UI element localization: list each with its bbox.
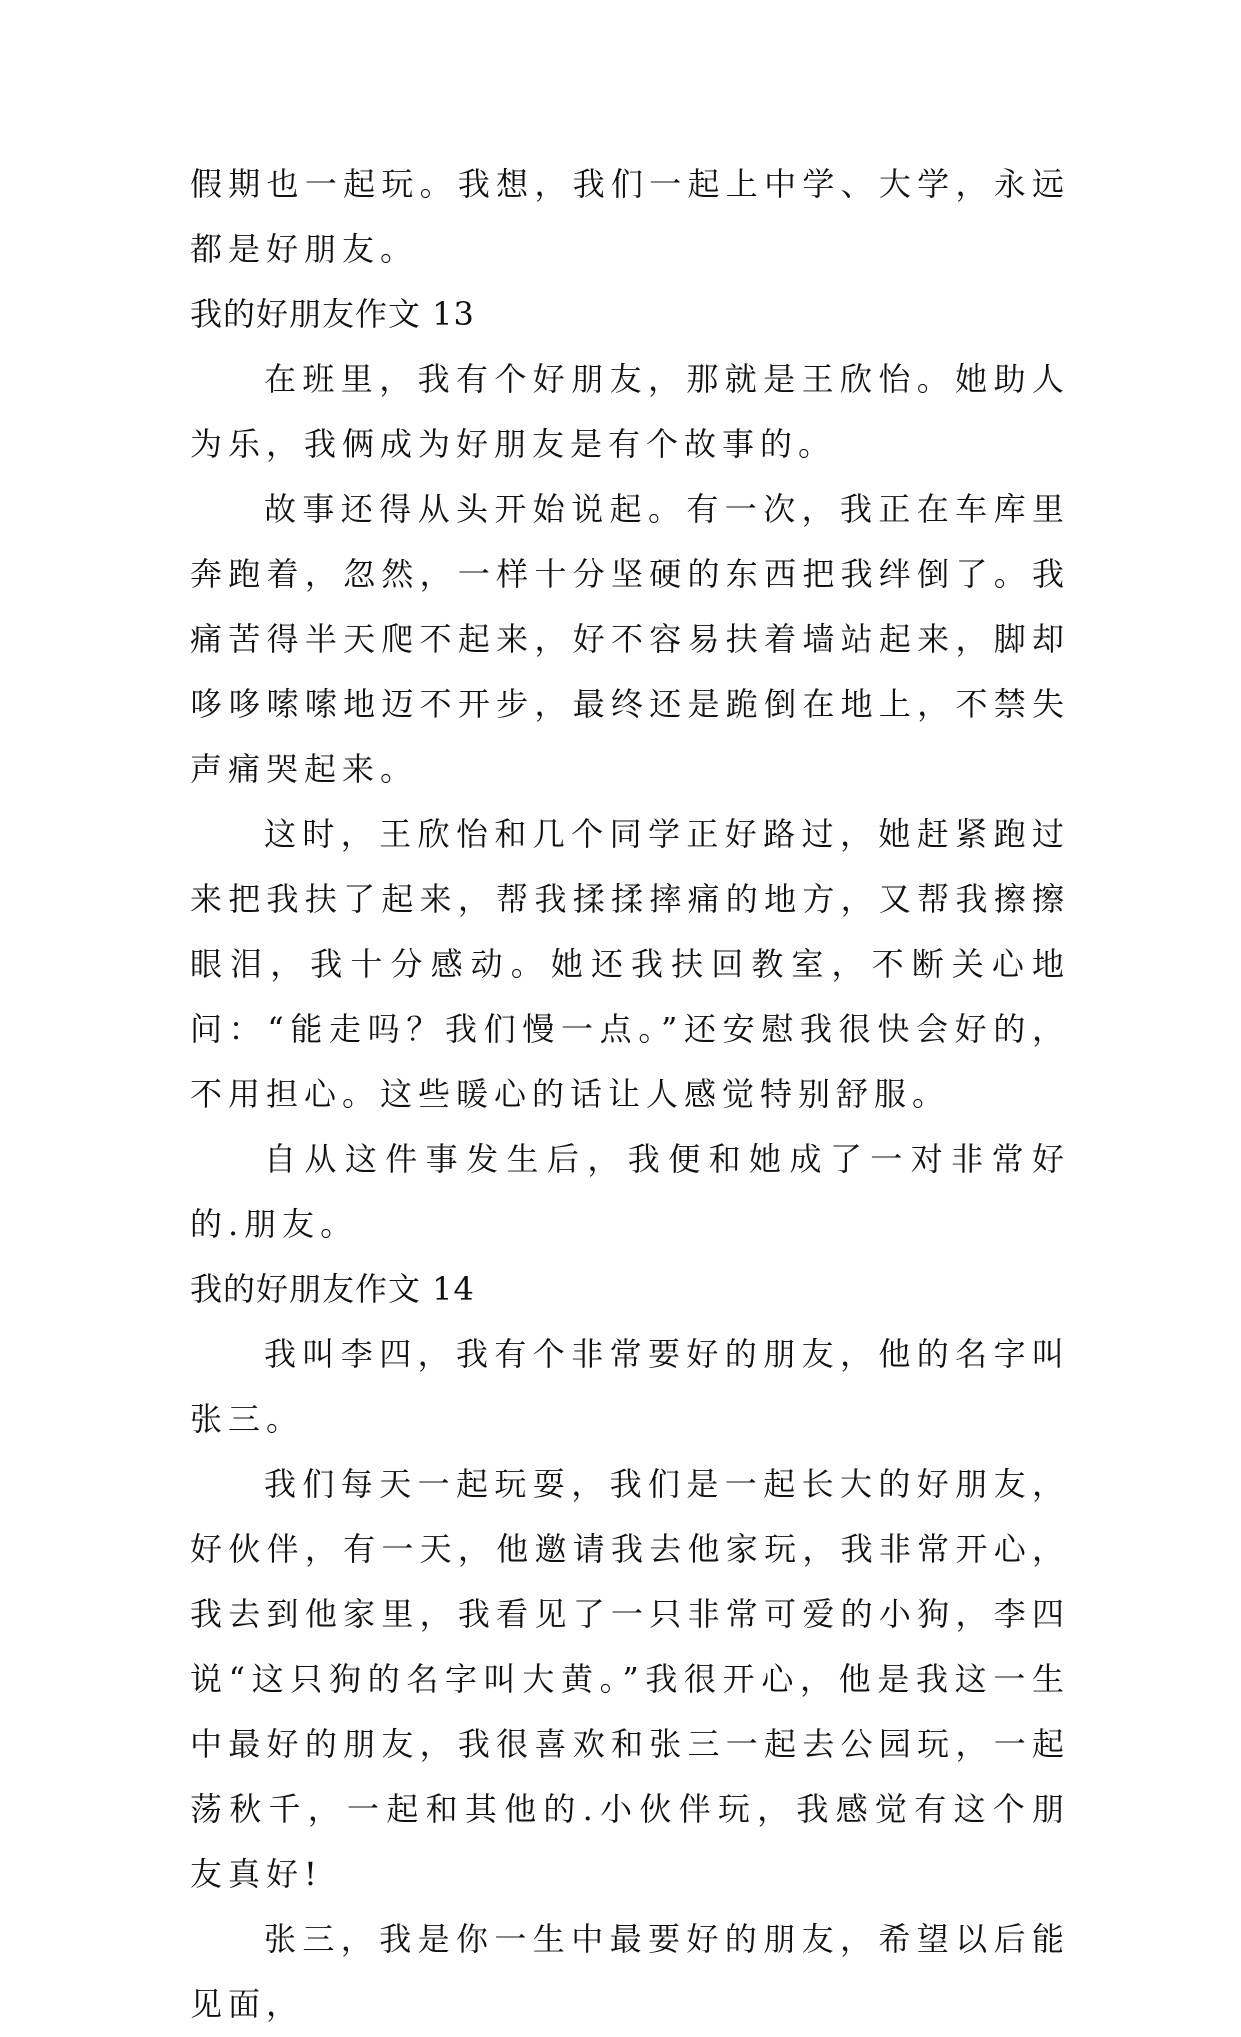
paragraph: 在班里，我有个好朋友，那就是王欣怡。她助人为乐，我俩成为好朋友是有个故事的。 [190, 360, 1070, 463]
section-heading: 我的好朋友作文 13 [190, 295, 475, 333]
section-heading: 我的好朋友作文 14 [190, 1270, 475, 1308]
paragraph: 故事还得从头开始说起。有一次，我正在车库里奔跑着，忽然，一样十分坚硬的东西把我绊倒了。我痛苦得半天爬不起来，好不容易扶着墙站起来，脚却哆哆嗦嗦地迈不开步，最终还是跪倒在地上，不禁失声痛哭起来。 [190, 490, 1070, 788]
paragraph: 自从这件事发生后，我便和她成了一对非常好的.朋友。 [190, 1140, 1070, 1243]
paragraph: 假期也一起玩。我想，我们一起上中学、大学，永远都是好朋友。 [190, 165, 1070, 268]
document-page [190, 152, 1070, 2037]
paragraph: 这时，王欣怡和几个同学正好路过，她赶紧跑过来把我扶了起来，帮我揉揉摔痛的地方，又帮我擦擦眼泪，我十分感动。她还我扶回教室，不断关心地问：“能走吗？我们慢一点。”还安慰我很快会好的，不用担心。这些暖心的话让人感觉特别舒服。 [190, 815, 1070, 1113]
paragraph: 我们每天一起玩耍，我们是一起长大的好朋友，好伙伴，有一天，他邀请我去他家玩，我非常开心，我去到他家里，我看见了一只非常可爱的小狗，李四说“这只狗的名字叫大黄。”我很开心，他是我这一生中最好的朋友，我很喜欢和张三一起去公园玩，一起荡秋千，一起和其他的.小伙伴玩，我感觉有这个朋友真好! [190, 1465, 1070, 1893]
paragraph: 我叫李四，我有个非常要好的朋友，他的名字叫张三。 [190, 1335, 1070, 1438]
paragraph: 张三，我是你一生中最要好的朋友，希望以后能见面， [190, 1920, 1070, 2023]
